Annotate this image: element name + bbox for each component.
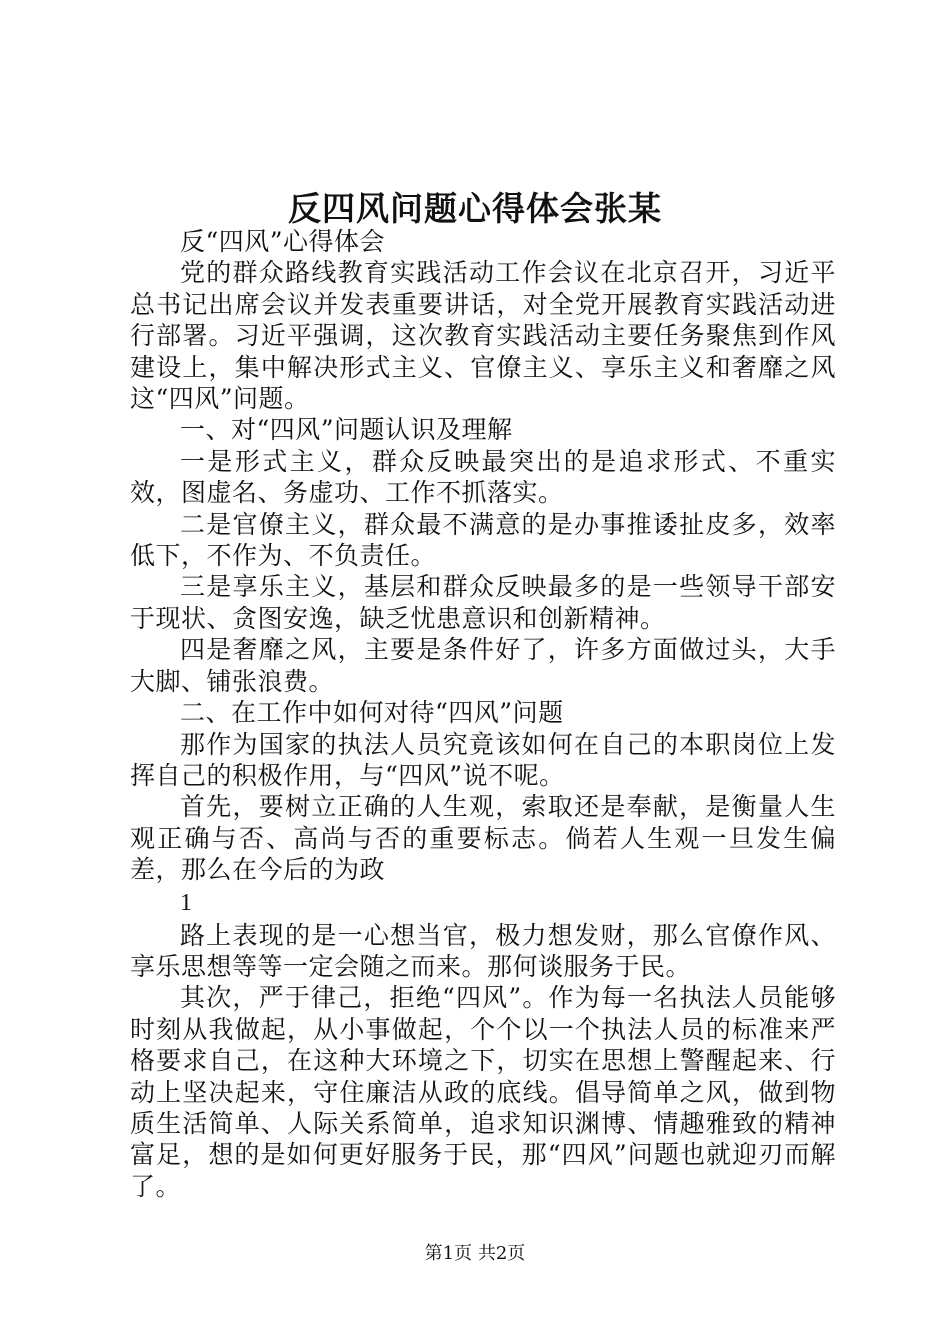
paragraph-heading: 反“四风”心得体会 [180,227,386,256]
document-body [130,226,836,1202]
paragraph: 四是奢靡之风，主要是条件好了，许多方面做过头，大手大脚、铺张浪费。 [130,635,836,696]
page-footer: 第1页 共2页 [424,1243,526,1264]
paragraph: 路上表现的是一心想当官，极力想发财，那么官僚作风、享乐思想等等一定会随之而来。那何谈服务于民。 [130,920,836,981]
paragraph: 党的群众路线教育实践活动工作会议在北京召开，习近平总书记出席会议并发表重要讲话，对全党开展教育实践活动进行部署。习近平强调，这次教育实践活动主要任务聚焦到作风建设上，集中解决形式主义、官僚主义、享乐主义和奢靡之风这“四风”问题。 [130,258,836,414]
paragraph: 其次，严于律己，拒绝“四风”。作为每一名执法人员能够时刻从我做起，从小事做起，个个以一个执法人员的标准来严格要求自己，在这种大环境之下，切实在思想上警醒起来、行动上坚决起来，守住廉洁从政的底线。倡导简单之风，做到物质生活简单、人际关系简单，追求知识渊博、情趣雅致的精神富足，想的是如何更好服务于民，那“四风”问题也就迎刃而解了。 [130,983,836,1201]
section-heading: 二、在工作中如何对待“四风”问题 [180,698,564,728]
paragraph: 三是享乐主义，基层和群众反映最多的是一些领导干部安于现状、贪图安逸，缺乏忧患意识和创新精神。 [130,572,836,633]
section-heading: 一、对“四风”问题认识及理解 [180,415,513,445]
paragraph: 一是形式主义，群众反映最突出的是追求形式、不重实效，图虚名、务虚功、工作不抓落实。 [130,446,836,508]
paragraph: 首先，要树立正确的人生观，索取还是奉献，是衡量人生观正确与否、高尚与否的重要标志。倘若人生观一旦发生偏差，那么在今后的为政 [130,792,836,885]
paragraph: 二是官僚主义，群众最不满意的是办事推诿扯皮多，效率低下，不作为、不负责任。 [130,509,836,571]
inline-page-number: 1 [180,889,192,916]
document-title: 反四风问题心得体会张某 [288,189,662,228]
paragraph: 那作为国家的执法人员究竟该如何在自己的本职岗位上发挥自己的积极作用，与“四风”说不呢。 [130,729,836,790]
